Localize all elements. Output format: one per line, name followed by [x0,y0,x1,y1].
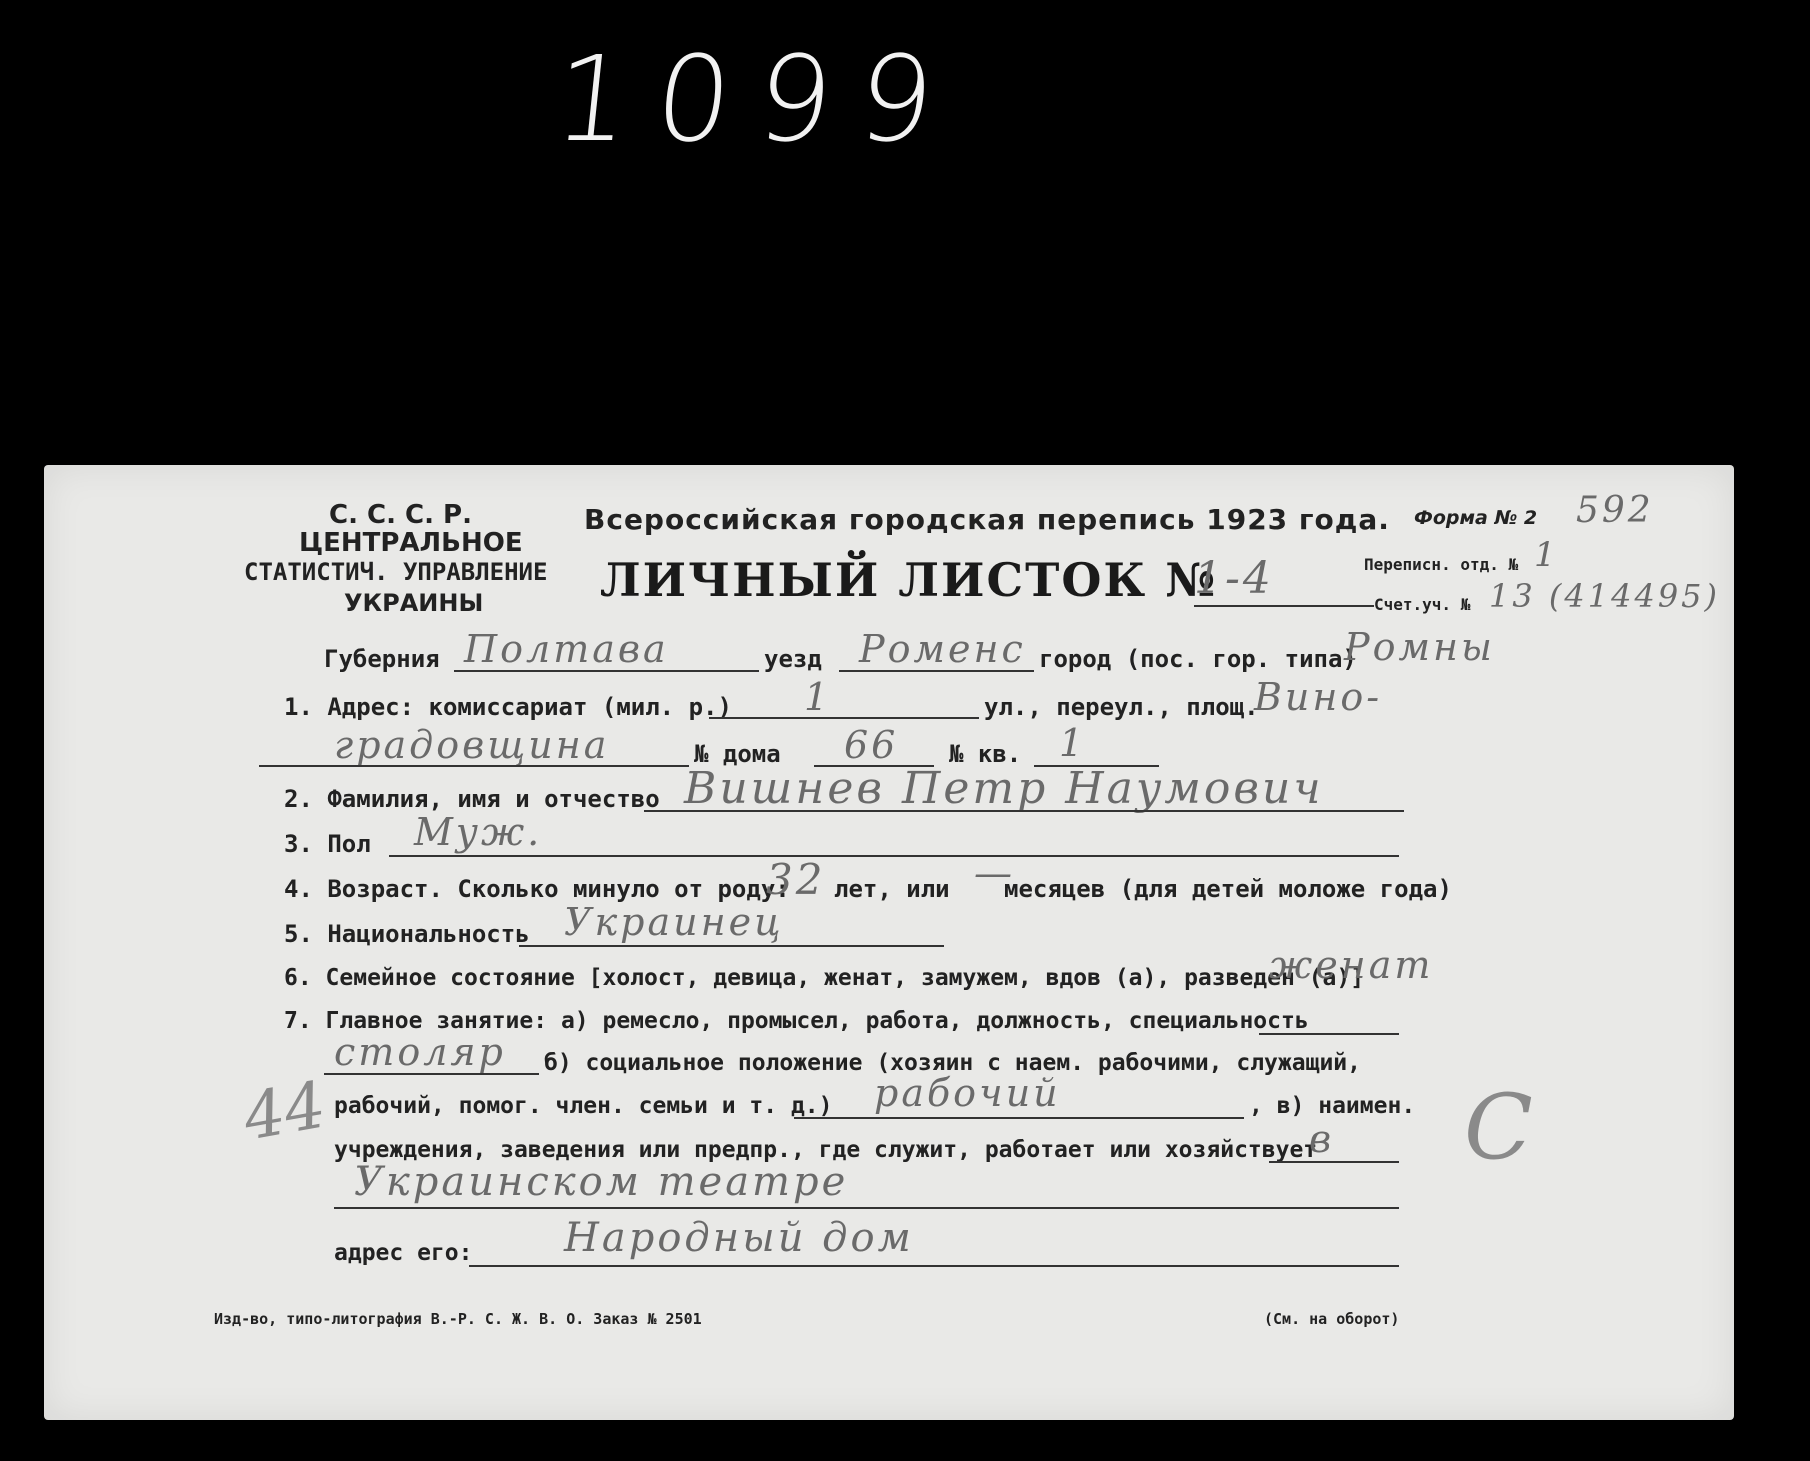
workplace-addr-label: адрес его: [334,1240,473,1266]
sex-label: 3. Пол [284,830,371,858]
org-line-4: УКРАИНЫ [344,589,484,617]
workplace-addr-value: Народный дом [564,1215,914,1261]
age-label: 4. Возраст. Сколько минуло от роду: [284,875,790,903]
form-corner-number: 592 [1576,490,1654,531]
nation-label: 5. Национальность [284,920,530,948]
workplace-label-b: учреждения, заведения или предпр., где служит, работает или хозяйствует [334,1137,1318,1163]
turn-over-note: (См. на оборот) [1264,1310,1400,1328]
workplace-prefix: в [1309,1117,1335,1161]
street-value-2: градовщина [334,723,610,767]
org-line-1: С. С. С. Р. [329,500,472,530]
gubernia-label: Губерния [324,645,440,673]
unit-label: Счет.уч. № [1374,595,1471,614]
name-label: 2. Фамилия, имя и отчество [284,785,660,813]
social-label-2: рабочий, помог. член. семьи и т. д.) [334,1093,833,1119]
social-value: рабочий [874,1071,1061,1115]
org-line-2: ЦЕНТРАЛЬНОЕ [299,528,523,558]
workplace-label-a: , в) наимен. [1249,1093,1416,1119]
right-margin-mark: С [1464,1075,1533,1180]
org-line-3: СТАТИСТИЧ. УПРАВЛЕНИЕ [244,558,548,586]
age-months-value: — [974,851,1015,895]
age-months-label: месяцев (для детей моложе года) [1004,875,1452,903]
unit-value: 13 (414495) [1489,577,1721,615]
addr-label: 1. Адрес: комиссариат (мил. р.) [284,693,732,721]
uezd-value: Роменс [859,627,1026,671]
street-value-1: Вино- [1254,675,1383,719]
gubernia-value: Полтава [464,627,669,671]
age-years-label: лет, или [834,875,950,903]
sheet-title: ЛИЧНЫЙ ЛИСТОК № [600,553,1218,607]
dept-label: Переписн. отд. № [1364,555,1519,574]
apt-label: № кв. [949,740,1022,768]
apt-value: 1 [1059,721,1087,765]
street-label: ул., переул., площ. [984,693,1259,721]
left-margin-mark: 44 [238,1068,332,1156]
workplace-value: Украинском театре [354,1159,849,1205]
uezd-label: уезд [764,645,822,673]
sheet-number: 1-4 [1194,553,1274,604]
dept-value: 1 [1534,535,1559,575]
printer-note: Изд-во, типо-литография В.-Р. С. Ж. В. О. Заказ № 2501 [214,1310,702,1328]
house-label: № дома [694,740,781,768]
form-label: Форма № 2 [1414,507,1538,529]
city-value: Ромны [1344,625,1495,669]
nation-value: Украинец [564,900,784,944]
census-title: Всероссийская городская перепись 1923 года. [584,503,1390,536]
name-value: Вишнев Петр Наумович [684,763,1324,814]
marital-label: 6. Семейное состояние [холост, девица, женат, замужем, вдов (а), разведен (а)] [284,965,1365,991]
addr-commissariat: 1 [804,675,832,719]
social-label: б) социальное положение (хозяин с наем. рабочими, служащий, [544,1050,1361,1076]
occupation-value: столяр [334,1030,506,1074]
census-card [44,465,1734,1420]
frame-number: 1099 [547,30,967,168]
sex-value: Муж. [414,810,543,854]
city-label: город (пос. гор. типа) [1039,645,1357,673]
age-value: 32 [766,855,826,904]
house-value: 66 [844,723,899,767]
marital-value: женат [1269,943,1434,987]
occupation-label: 7. Главное занятие: а) ремесло, промысел, работа, должность, специальность [284,1008,1309,1034]
